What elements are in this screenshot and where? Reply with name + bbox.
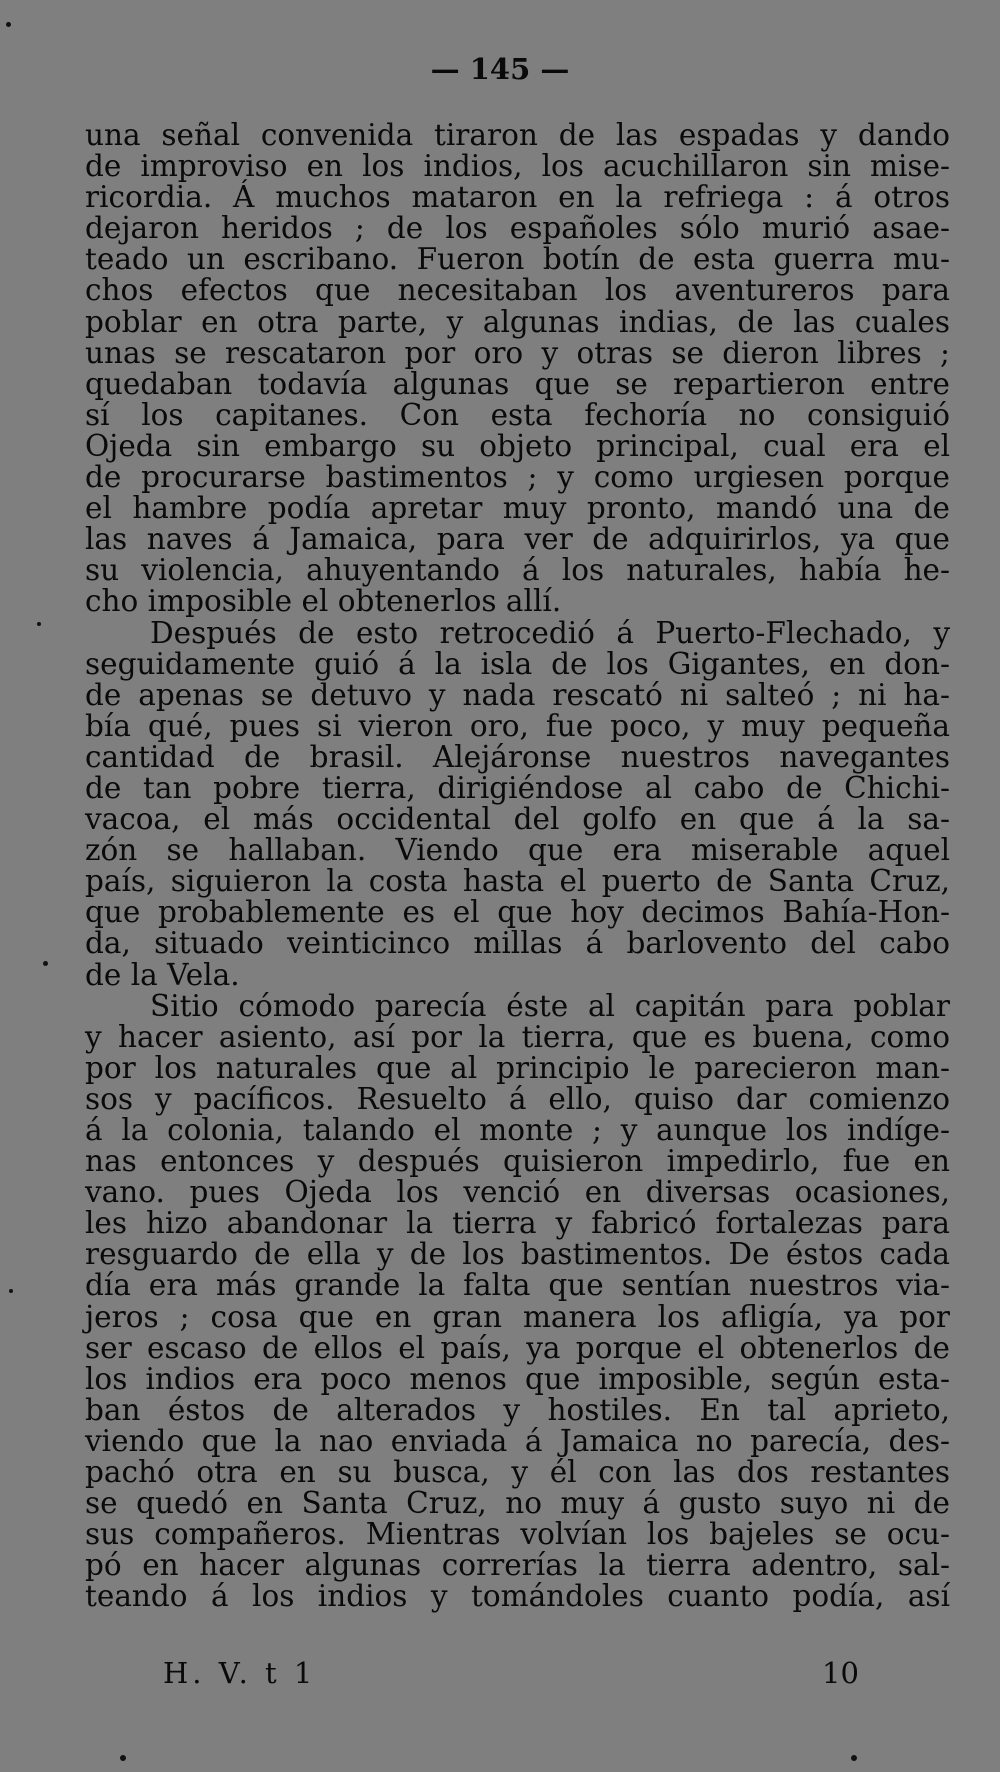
- scan-speck: [43, 961, 48, 966]
- text-line: los indios era poco menos que imposible, según esta-: [85, 1361, 950, 1396]
- text-line: se quedó en Santa Cruz, no muy á gusto suyo ni de: [85, 1486, 950, 1521]
- text-line: chos efectos que necesitaban los aventureros para: [85, 273, 950, 308]
- text-line: una señal convenida tiraron de las espadas y dando: [85, 118, 950, 152]
- text-line: pó en hacer algunas correrías la tierra adentro, sal-: [85, 1548, 950, 1583]
- text-line: ricordia. Á muchos mataron en la refriega : á otros: [85, 180, 950, 215]
- text-line: unas se rescataron por oro y otras se dieron libres ;: [85, 335, 950, 370]
- text-line: les hizo abandonar la tierra y fabricó fortalezas para: [85, 1206, 950, 1241]
- text-line: sí los capitanes. Con esta fechoría no consiguió: [85, 397, 950, 432]
- text-line: de tan pobre tierra, dirigiéndose al cabo de Chichi-: [85, 770, 950, 805]
- text-line: Ojeda sin embargo su objeto principal, cual era el: [85, 428, 950, 463]
- text-line: vano. pues Ojeda los venció en diversas ocasiones,: [85, 1175, 950, 1210]
- text-line: sos y pacíficos. Resuelto á ello, quiso dar comienzo: [85, 1081, 950, 1116]
- scan-speck: [120, 1755, 126, 1761]
- text-line: que probablemente es el que hoy decimos Bahía-Hon-: [85, 895, 950, 930]
- text-line: viendo que la nao enviada á Jamaica no parecía, des-: [85, 1423, 950, 1458]
- text-line: Después de esto retrocedió á Puerto-Flechado, y: [150, 615, 950, 650]
- signature-mark: H. V. t 1: [163, 1656, 317, 1690]
- text-line: jeros ; cosa que en gran manera los afligía, ya por: [85, 1299, 950, 1334]
- text-line: vacoa, el más occidental del golfo en que á la sa-: [85, 802, 950, 837]
- text-line: de improviso en los indios, los acuchillaron sin mise-: [85, 149, 950, 184]
- scan-speck: [6, 22, 11, 27]
- text-line: de la Vela.: [85, 957, 240, 992]
- text-line: á la colonia, talando el monte ; y aunque los indíge-: [85, 1113, 950, 1147]
- text-line: dejaron heridos ; de los españoles sólo murió asae-: [85, 211, 950, 246]
- text-line: su violencia, ahuyentando á los naturales, había he-: [85, 553, 950, 588]
- text-line: teando á los indios y tomándoles cuanto podía, así: [85, 1579, 950, 1614]
- text-line: ban éstos de alterados y hostiles. En tal aprieto,: [85, 1392, 950, 1427]
- text-line: las naves á Jamaica, para ver de adquirirlos, ya que: [85, 522, 950, 557]
- text-line: bía qué, pues si vieron oro, fue poco, y muy pequeña: [85, 708, 950, 743]
- text-line: Sitio cómodo parecía éste al capitán para poblar: [150, 988, 950, 1023]
- text-line: de procurarse bastimentos ; y como urgiesen porque: [85, 460, 950, 495]
- text-line: resguardo de ella y de los bastimentos. De éstos cada: [85, 1237, 950, 1272]
- text-line: quedaban todavía algunas que se repartieron entre: [85, 366, 950, 401]
- text-line: seguidamente guió á la isla de los Gigantes, en don-: [85, 646, 950, 681]
- text-line: día era más grande la falta que sentían nuestros via-: [85, 1268, 950, 1303]
- text-line: teado un escribano. Fueron botín de esta guerra mu-: [85, 242, 950, 277]
- text-line: el hambre podía apretar muy pronto, mandó una de: [85, 491, 950, 526]
- text-line: país, siguieron la costa hasta el puerto de Santa Cruz,: [85, 864, 950, 899]
- text-line: da, situado veinticinco millas á barlovento del cabo: [85, 926, 950, 961]
- text-line: por los naturales que al principio le parecieron man-: [85, 1050, 950, 1085]
- text-line: cantidad de brasil. Alejáronse nuestros navegantes: [85, 739, 950, 774]
- text-line: pachó otra en su busca, y él con las dos restantes: [85, 1455, 950, 1490]
- text-line: zón se hallaban. Viendo que era miserable aquel: [85, 833, 950, 868]
- scan-speck: [37, 622, 41, 626]
- text-line: poblar en otra parte, y algunas indias, de las cuales: [85, 304, 950, 339]
- text-line: cho imposible el obtenerlos allí.: [85, 584, 562, 619]
- text-line: y hacer asiento, así por la tierra, que es buena, como: [85, 1019, 950, 1054]
- text-line: sus compañeros. Mientras volvían los bajeles se ocu-: [85, 1517, 950, 1552]
- text-line: ser escaso de ellos el país, ya porque el obtenerlos de: [85, 1330, 950, 1365]
- text-line: de apenas se detuvo y nada rescató ni salteó ; ni ha-: [85, 677, 950, 712]
- scan-speck: [9, 1289, 13, 1293]
- scan-speck: [851, 1755, 857, 1761]
- body-text: [85, 120, 950, 1613]
- text-line: nas entonces y después quisieron impedirlo, fue en: [85, 1144, 950, 1179]
- page-number: — 145 —: [430, 52, 570, 86]
- sheet-number: 10: [822, 1656, 859, 1690]
